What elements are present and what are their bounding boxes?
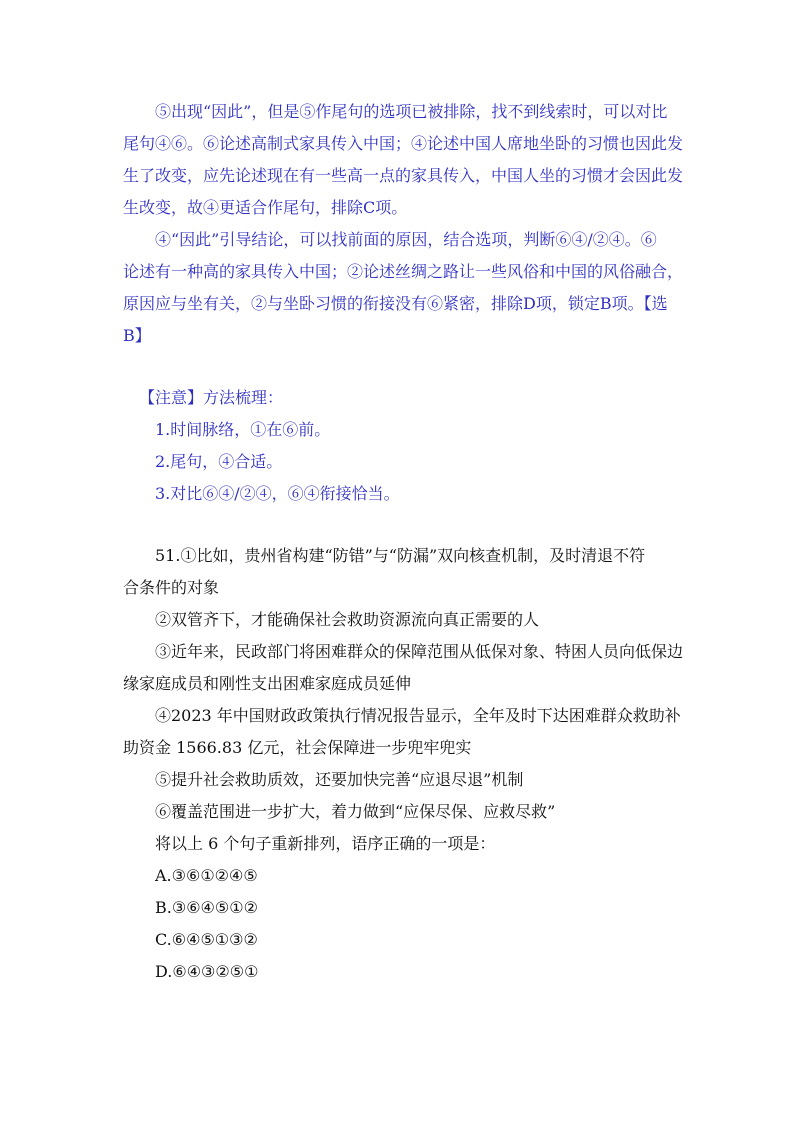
question-line: ⑤提升社会救助质效，还要加快完善“应退尽退”机制	[155, 770, 524, 789]
question-line: 缘家庭成员和刚性支出困难家庭成员延伸	[123, 674, 412, 693]
note-heading: 【注意】方法梳理：	[139, 388, 284, 407]
explanation-line: 尾句④⑥。⑥论述高制式家具传入中国；④论述中国人席地坐卧的习惯也因此发	[123, 134, 684, 153]
note-item: 2.尾句，④合适。	[155, 452, 283, 471]
explanation-line: ⑤出现“因此”，但是⑤作尾句的选项已被排除，找不到线索时，可以对比	[155, 102, 668, 121]
answer-option-b: B.③⑥④⑤①②	[155, 898, 258, 917]
question-line: 合条件的对象	[123, 578, 220, 597]
question-line: 助资金 1566.83 亿元，社会保障进一步兜牢兜实	[123, 738, 472, 757]
explanation-line: 生了改变，应先论述现在有一些高一点的家具传入，中国人坐的习惯才会因此发	[123, 166, 684, 185]
explanation-line: B】	[123, 326, 151, 345]
answer-option-d: D.⑥④③②⑤①	[155, 962, 259, 981]
explanation-line: 原因应与坐有关，②与坐卧习惯的衔接没有⑥紧密，排除D项，锁定B项。【选	[123, 294, 668, 313]
question-line: ⑥覆盖范围进一步扩大，着力做到“应保尽保、应救尽救”	[155, 802, 556, 821]
question-line: ②双管齐下，才能确保社会救助资源流向真正需要的人	[155, 610, 540, 629]
explanation-line: 生改变，故④更适合作尾句，排除C项。	[123, 198, 408, 217]
answer-option-c: C.⑥④⑤①③②	[155, 930, 258, 949]
question-line: ④2023 年中国财政政策执行情况报告显示，全年及时下达困难群众救助补	[155, 706, 681, 725]
question-line: 51.①比如，贵州省构建“防错”与“防漏”双向核查机制，及时清退不符	[155, 546, 646, 565]
explanation-line: 论述有一种高的家具传入中国；②论述丝绸之路让一些风俗和中国的风俗融合，	[123, 262, 684, 281]
explanation-line: ④“因此”引导结论，可以找前面的原因，结合选项，判断⑥④/②④。⑥	[155, 230, 657, 249]
note-item: 1.时间脉络，①在⑥前。	[155, 420, 331, 439]
question-prompt: 将以上 6 个句子重新排列，语序正确的一项是：	[155, 834, 496, 853]
answer-option-a: A.③⑥①②④⑤	[155, 866, 258, 885]
question-line: ③近年来，民政部门将困难群众的保障范围从低保对象、特困人员向低保边	[155, 642, 684, 661]
note-item: 3.对比⑥④/②④，⑥④衔接恰当。	[155, 484, 400, 503]
